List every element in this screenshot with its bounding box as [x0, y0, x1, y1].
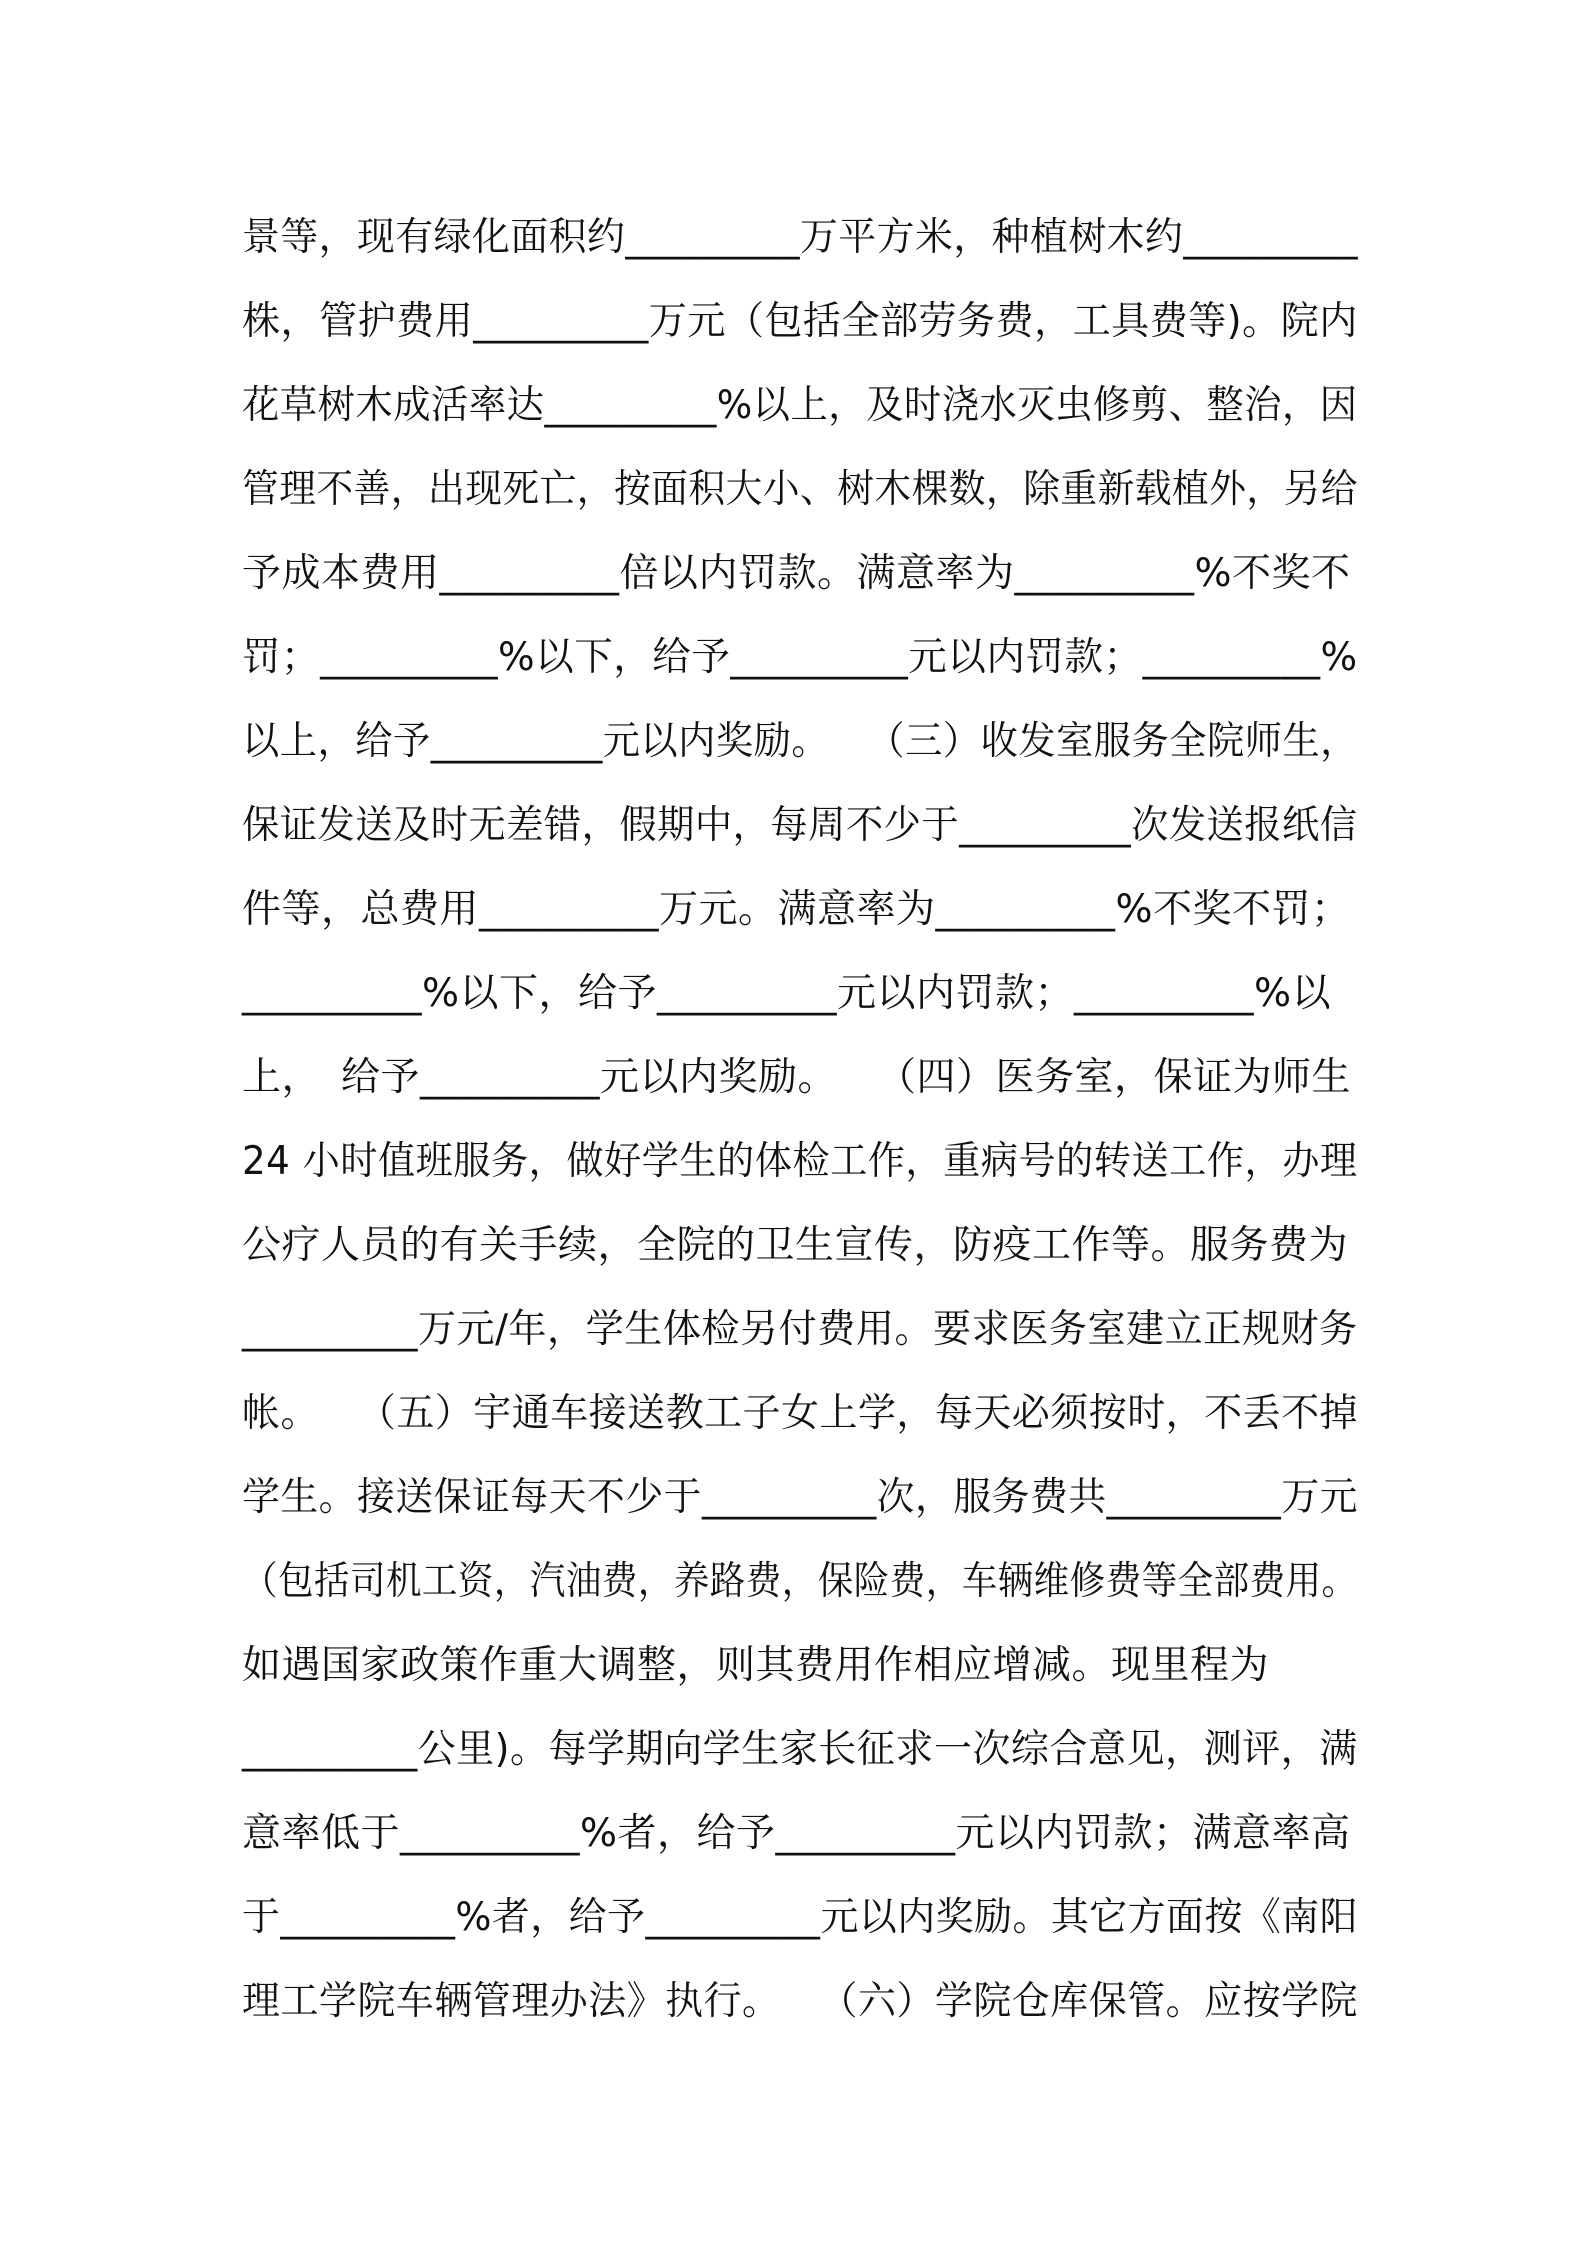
text-line: 帐。 （五）宇通车接送教工子女上学，每天必须按时，不丢不掉 — [242, 1391, 1359, 1436]
text-line: 学生。接送保证每天不少于_________次，服务费共_________万元 — [242, 1475, 1359, 1520]
text-line: _________万元/年，学生体检另付费用。要求医务室建立正规财务 — [242, 1307, 1358, 1352]
text-line: 上， 给予_________元以内奖励。 （四）医务室，保证为师生 — [242, 1055, 1352, 1100]
text-line: 管理不善，出现死亡，按面积大小、树木棵数，除重新载植外，另给 — [242, 467, 1359, 512]
text-line: 24 小时值班服务，做好学生的体检工作，重病号的转送工作，办理 — [242, 1139, 1358, 1184]
text-line: 花草树木成活率达_________%以上，及时浇水灭虫修剪、整治，因 — [242, 383, 1358, 428]
text-line: （包括司机工资，汽油费，养路费，保险费，车辆维修费等全部费用。 — [242, 1559, 1358, 1604]
text-line: 罚；_________%以下，给予_________元以内罚款；_________% — [242, 635, 1358, 680]
text-line: 保证发送及时无差错，假期中，每周不少于_________次发送报纸信 — [242, 803, 1358, 848]
text-line: 意率低于_________%者，给予_________元以内罚款；满意率高 — [242, 1811, 1351, 1856]
text-line: 公疗人员的有关手续，全院的卫生宣传，防疫工作等。服务费为 — [242, 1223, 1349, 1268]
text-line: _________%以下，给予_________元以内罚款；_________%以 — [242, 971, 1332, 1016]
text-line: 件等，总费用_________万元。满意率为_________%不奖不罚； — [242, 887, 1351, 932]
text-line: 以上，给予_________元以内奖励。 （三）收发室服务全院师生， — [242, 719, 1359, 764]
text-line: 株，管护费用_________万元（包括全部劳务费，工具费等)。院内 — [242, 299, 1358, 344]
text-line: 理工学院车辆管理办法》执行。 （六）学院仓库保管。应按学院 — [242, 1979, 1359, 2024]
text-line: 于_________%者，给予_________元以内奖励。其它方面按《南阳 — [242, 1895, 1359, 1940]
text-line: 予成本费用_________倍以内罚款。满意率为_________%不奖不 — [242, 551, 1351, 596]
text-line: 景等，现有绿化面积约_________万平方米，种植树木约_________ — [242, 215, 1359, 260]
text-line: 如遇国家政策作重大调整，则其费用作相应增减。现里程为 — [242, 1643, 1270, 1688]
text-line: _________公里)。每学期向学生家长征求一次综合意见，测评，满 — [242, 1727, 1358, 1772]
document-body — [242, 196, 1358, 2044]
